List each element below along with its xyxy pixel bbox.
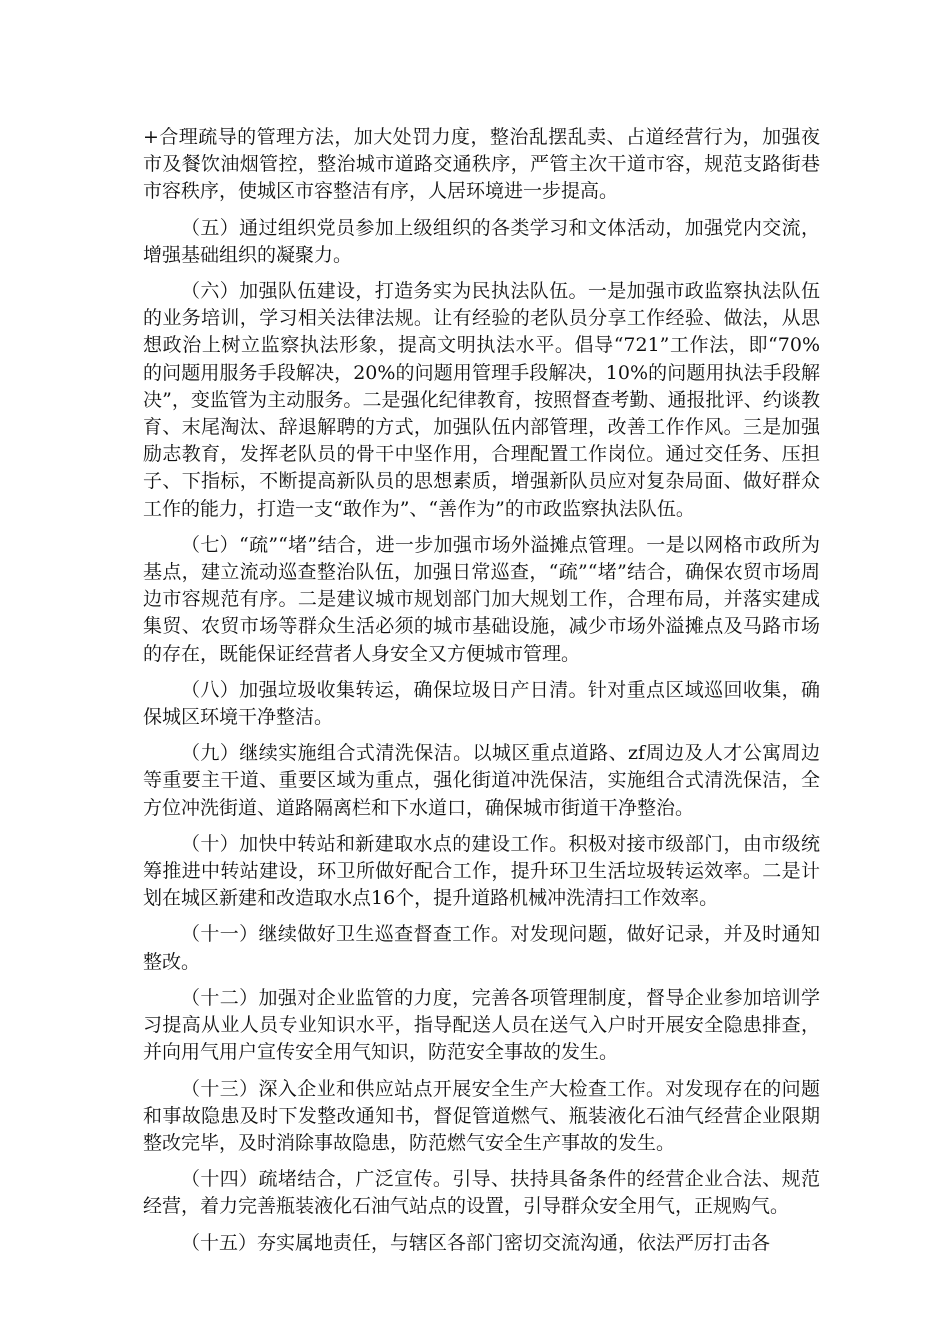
paragraph-13: （十三）深入企业和供应站点开展安全生产大检查工作。对发现存在的问题和事故隐患及时下发整改通知书，督促管道燃气、瓶装液化石油气经营企业限期整改完毕，及时消除事故隐患，防范燃气安全生产事故的发生。 — [143, 1077, 820, 1154]
paragraph-11: （十一）继续做好卫生巡查督查工作。对发现问题，做好记录，并及时通知整改。 — [143, 923, 820, 973]
document-body — [143, 124, 820, 1266]
paragraph-7: （七）“疏”“堵”结合，进一步加强市场外溢摊点管理。一是以网格市政所为基点，建立流动巡查整治队伍，加强日常巡查，“疏”“堵”结合，确保农贸市场周边市容规范有序。二是建议城市规划部门加大规划工作，合理布局，并落实建成集贸、农贸市场等群众生活必须的城市基础设施，减少市场外溢摊点及马路市场的存在，既能保证经营者人身安全又方便城市管理。 — [143, 533, 820, 665]
paragraph-9: （九）继续实施组合式清洗保洁。以城区重点道路、zf周边及人才公寓周边等重要主干道、重要区域为重点，强化街道冲洗保洁，实施组合式清洗保洁，全方位冲洗街道、道路隔离栏和下水道口，确保城市街道干净整治。 — [143, 742, 820, 819]
paragraph-8: （八）加强垃圾收集转运，确保垃圾日产日清。针对重点区域巡回收集，确保城区环境干净整洁。 — [143, 678, 820, 729]
paragraph-12: （十二）加强对企业监管的力度，完善各项管理制度，督导企业参加培训学习提高从业人员专业知识水平，指导配送人员在送气入户时开展安全隐患排查，并向用气用户宣传安全用气知识，防范安全事故的发生。 — [143, 986, 820, 1064]
paragraph-5: （五）通过组织党员参加上级组织的各类学习和文体活动，加强党内交流，增强基础组织的凝聚力。 — [143, 216, 820, 266]
paragraph-10: （十）加快中转站和新建取水点的建设工作。积极对接市级部门，由市级统筹推进中转站建设，环卫所做好配合工作，提升环卫生活垃圾转运效率。二是计划在城区新建和改造取水点16个，提升道路机械冲洗清扫工作效率。 — [143, 832, 820, 910]
paragraph-14: （十四）疏堵结合，广泛宣传。引导、扶持具备条件的经营企业合法、规范经营，着力完善瓶装液化石油气站点的设置，引导群众安全用气，正规购气。 — [143, 1168, 820, 1218]
paragraph-continuation: +合理疏导的管理方法，加大处罚力度，整治乱摆乱卖、占道经营行为，加强夜市及餐饮油烟管控，整治城市道路交通秩序，严管主次干道市容，规范支路街巷市容秩序，使城区市容整洁有序，人居环境进一步提高。 — [143, 126, 820, 203]
paragraph-15: （十五）夯实属地责任，与辖区各部门密切交流沟通，依法严厉打击各 — [181, 1231, 771, 1254]
paragraph-6: （六）加强队伍建设，打造务实为民执法队伍。一是加强市政监察执法队伍的业务培训，学习相关法律法规。让有经验的老队员分享工作经验、做法，从思想政治上树立监察执法形象，提高文明执法水平。倡导“721”工作法，即“70%的问题用服务手段解决，20%的问题用管理手段解决，10%的问题用执法手段解决”，变监管为主动服务。二是强化纪律教育，按照督查考勤、通报批评、约谈教育、末尾淘汰、辞退解聘的方式，加强队伍内部管理，改善工作作风。三是加强励志教育，发挥老队员的骨干中坚作用，合理配置工作岗位。通过交任务、压担子、下指标，不断提高新队员的思想素质，增强新队员应对复杂局面、做好群众工作的能力，打造一支“敢作为”、“善作为”的市政监察执法队伍。 — [143, 280, 820, 520]
